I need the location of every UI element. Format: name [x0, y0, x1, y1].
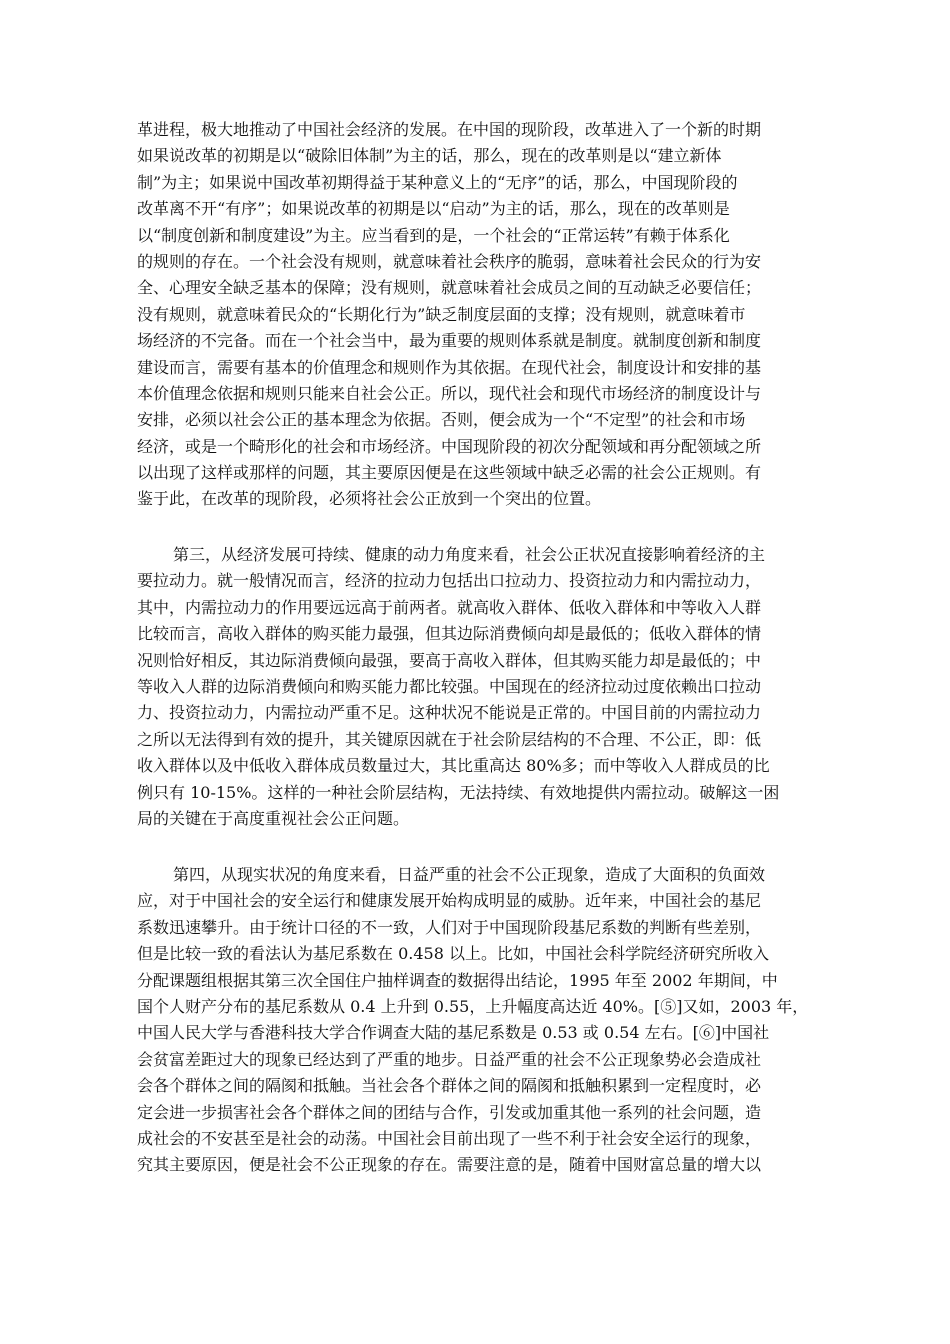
text-line: 况则恰好相反，其边际消费倾向最强，要高于高收入群体，但其购买能力却是最低的；中 [137, 650, 762, 670]
text-line: 应，对于中国社会的安全运行和健康发展开始构成明显的威胁。近年来，中国社会的基尼 [137, 891, 762, 911]
text-line: 分配课题组根据其第三次全国住户抽样调查的数据得出结论，1995 年至 2002 年期间，中 [137, 970, 778, 990]
text-line: 之所以无法得到有效的提升，其关键原因就在于社会阶层结构的不合理、不公正，即：低 [137, 729, 762, 749]
text-line: 建设而言，需要有基本的价值理念和规则作为其依据。在现代社会，制度设计和安排的基 [137, 357, 762, 377]
text-line: 收入群体以及中低收入群体成员数量过大，其比重高达 80%多；而中等收入人群成员的比 [137, 756, 770, 776]
text-line: 会贫富差距过大的现象已经达到了严重的地步。日益严重的社会不公正现象势必会造成社 [137, 1049, 762, 1069]
text-line: 全、心理安全缺乏基本的保障；没有规则，就意味着社会成员之间的互动缺乏必要信任； [137, 278, 762, 298]
text-line: 例只有 10-15%。这样的一种社会阶层结构，无法持续、有效地提供内需拉动。破解这一困 [137, 782, 780, 802]
text-line: 经济，或是一个畸形化的社会和市场经济。中国现阶段的初次分配领域和再分配领域之所 [137, 436, 762, 456]
text-line: 改革离不开“有序”；如果说改革的初期是以“启动”为主的话，那么，现在的改革则是 [137, 199, 730, 219]
text-line: 要拉动力。就一般情况而言，经济的拉动力包括出口拉动力、投资拉动力和内需拉动力， [137, 571, 762, 591]
text-line: 比较而言，高收入群体的购买能力最强，但其边际消费倾向却是最低的；低收入群体的情 [137, 624, 762, 644]
text-line: 第三，从经济发展可持续、健康的动力角度来看，社会公正状况直接影响着经济的主 [173, 545, 766, 564]
text-line: 没有规则，就意味着民众的“长期化行为”缺乏制度层面的支撑；没有规则，就意味着市 [137, 304, 746, 324]
text-line: 力、投资拉动力，内需拉动严重不足。这种状况不能说是正常的。中国目前的内需拉动力 [137, 703, 762, 723]
text-line: 如果说改革的初期是以“破除旧体制”为主的话，那么，现在的改革则是以“建立新体 [137, 146, 722, 166]
text-line: 以“制度创新和制度建设”为主。应当看到的是，一个社会的“正常运转”有赖于体系化 [137, 225, 730, 245]
text-line: 本价值理念依据和规则只能来自社会公正。所以，现代社会和现代市场经济的制度设计与 [137, 383, 762, 403]
text-line: 究其主要原因，便是社会不公正现象的存在。需要注意的是，随着中国财富总量的增大以 [137, 1155, 762, 1175]
text-line: 国个人财产分布的基尼系数从 0.4 上升到 0.55，上升幅度高达近 40%。[⑤]又如，2003 年， [137, 996, 809, 1016]
text-line: 系数迅速攀升。由于统计口径的不一致，人们对于中国现阶段基尼系数的判断有些差别， [137, 917, 762, 937]
text-line: 以出现了这样或那样的问题，其主要原因便是在这些领域中缺乏必需的社会公正规则。有 [137, 463, 762, 483]
paragraph-2 [137, 542, 779, 832]
paragraph-3 [137, 862, 808, 1179]
text-line: 其中，内需拉动力的作用要远远高于前两者。就高收入群体、低收入群体和中等收入人群 [137, 597, 762, 617]
paragraph-1 [137, 117, 761, 513]
text-line: 安排，必须以社会公正的基本理念为依据。否则，便会成为一个“不定型”的社会和市场 [137, 410, 746, 430]
text-line: 但是比较一致的看法认为基尼系数在 0.458 以上。比如，中国社会科学院经济研究所收入 [137, 944, 769, 964]
text-line: 场经济的不完备。而在一个社会当中，最为重要的规则体系就是制度。就制度创新和制度 [137, 331, 762, 351]
text-line: 中国人民大学与香港科技大学合作调查大陆的基尼系数是 0.53 或 0.54 左右。[⑥]中国社 [137, 1023, 770, 1043]
text-line: 等收入人群的边际消费倾向和购买能力都比较强。中国现在的经济拉动过度依赖出口拉动 [137, 676, 762, 696]
text-line: 成社会的不安甚至是社会的动荡。中国社会目前出现了一些不利于社会安全运行的现象， [137, 1128, 762, 1148]
text-line: 会各个群体之间的隔阂和抵触。当社会各个群体之间的隔阂和抵触积累到一定程度时，必 [137, 1076, 762, 1096]
text-line: 第四，从现实状况的角度来看，日益严重的社会不公正现象，造成了大面积的负面效 [173, 865, 766, 884]
text-line: 制”为主；如果说中国改革初期得益于某种意义上的“无序”的话，那么，中国现阶段的 [137, 172, 738, 192]
text-line: 革进程，极大地推动了中国社会经济的发展。在中国的现阶段，改革进入了一个新的时期 [137, 120, 762, 139]
text-line: 局的关键在于高度重视社会公正问题。 [137, 808, 410, 828]
text-line: 的规则的存在。一个社会没有规则，就意味着社会秩序的脆弱，意味着社会民众的行为安 [137, 251, 762, 271]
text-line: 鉴于此，在改革的现阶段，必须将社会公正放到一个突出的位置。 [137, 489, 602, 509]
text-line: 定会进一步损害社会各个群体之间的团结与合作，引发或加重其他一系列的社会问题，造 [137, 1102, 762, 1122]
